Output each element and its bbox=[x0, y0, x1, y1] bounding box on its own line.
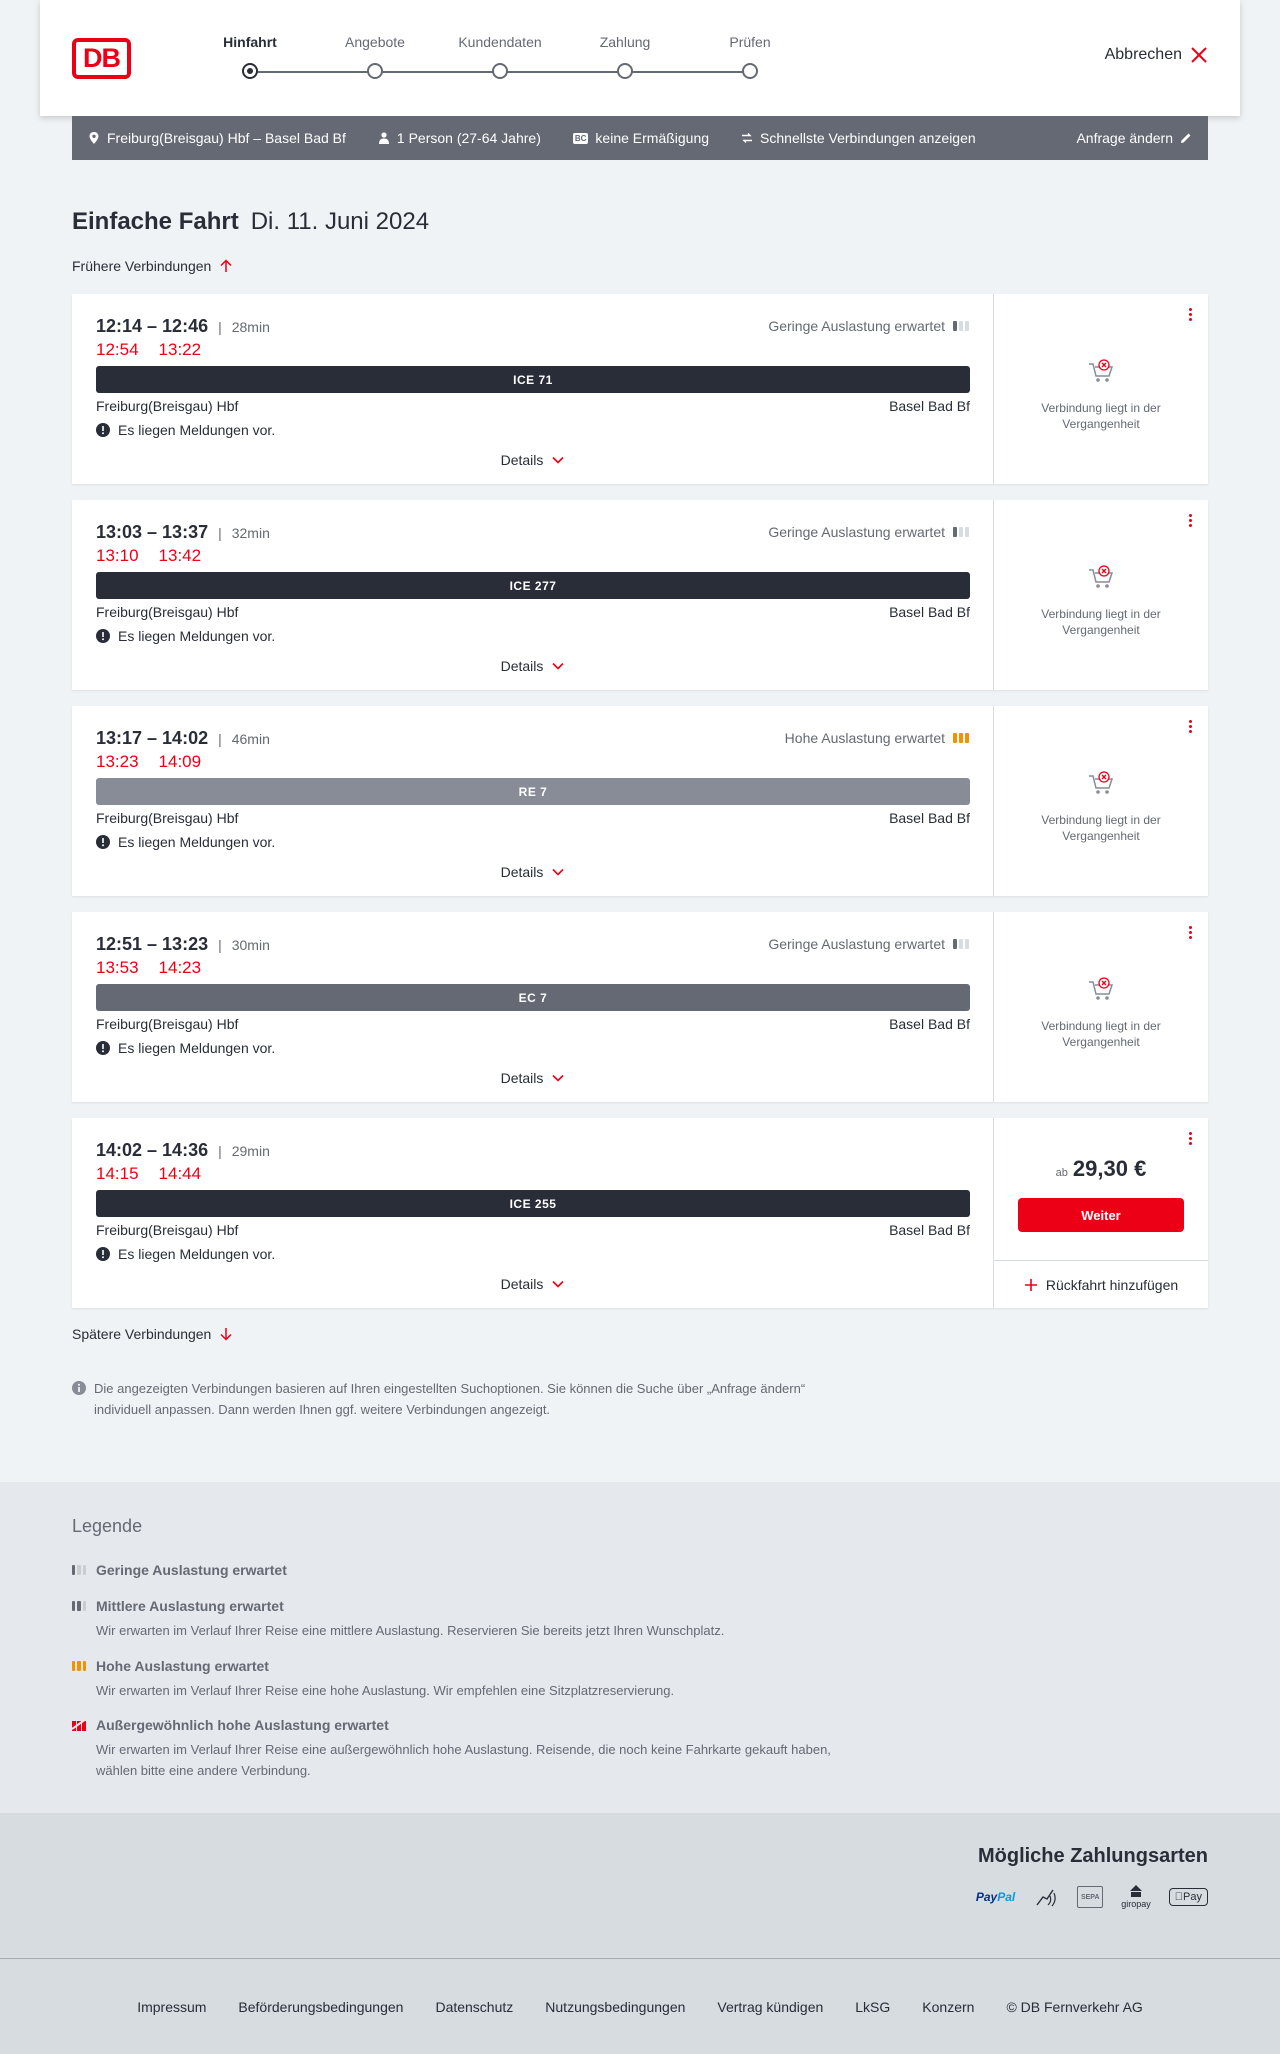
route-text: Freiburg(Breisgau) Hbf – Basel Bad Bf bbox=[107, 130, 346, 146]
stations bbox=[96, 604, 970, 620]
offer-area bbox=[994, 1118, 1208, 1308]
later-connections-label: Spätere Verbindungen bbox=[72, 1326, 212, 1342]
cart-unavailable-icon bbox=[1086, 356, 1116, 386]
duration: 28min bbox=[231, 318, 270, 335]
realtime-departure: 12:54 bbox=[96, 340, 139, 359]
connection-status: Verbindung liegt in der Vergangenheit bbox=[1041, 813, 1161, 843]
progress-steps bbox=[210, 34, 790, 84]
passenger-text: 1 Person (27-64 Jahre) bbox=[396, 130, 541, 146]
continue-button[interactable]: Weiter bbox=[1018, 1198, 1184, 1232]
realtime-departure: 13:53 bbox=[96, 958, 139, 977]
page-title bbox=[72, 208, 429, 236]
contactless-card-icon bbox=[1033, 1885, 1059, 1909]
more-options-icon[interactable] bbox=[1186, 926, 1194, 946]
train-segment-bar[interactable]: ICE 71 bbox=[96, 366, 970, 393]
realtime-arrival: 13:42 bbox=[158, 546, 202, 565]
add-return-trip-button[interactable] bbox=[994, 1260, 1208, 1308]
cancel-button[interactable] bbox=[1105, 46, 1208, 64]
route-summary bbox=[88, 130, 346, 146]
edit-request-button[interactable] bbox=[1076, 130, 1192, 146]
occupancy-medium-icon bbox=[72, 1601, 86, 1611]
details-toggle[interactable] bbox=[72, 1070, 994, 1086]
add-return-label: Rückfahrt hinzufügen bbox=[1045, 1276, 1179, 1293]
notice bbox=[96, 628, 275, 644]
plus-icon bbox=[1024, 1278, 1038, 1292]
occupancy-low-icon bbox=[72, 1565, 86, 1575]
legend-item-desc: Wir erwarten im Verlauf Ihrer Reise eine mittlere Auslastung. Reservieren Sie bereits jetzt Ihren Wunschplatz. bbox=[96, 1623, 725, 1638]
legend-item-desc: Wir erwarten im Verlauf Ihrer Reise eine hohe Auslastung. Wir empfehlen eine Sitzplatzreservierung. bbox=[96, 1683, 675, 1698]
legend-item-title: Hohe Auslastung erwartet bbox=[96, 1658, 269, 1674]
realtime-departure: 13:10 bbox=[96, 546, 139, 565]
offer-area bbox=[994, 500, 1208, 690]
payment-methods-section bbox=[0, 1813, 1280, 1958]
alert-icon bbox=[96, 423, 110, 437]
occupancy-icon bbox=[953, 939, 969, 949]
price-value: 29,30 € bbox=[1072, 1156, 1147, 1181]
more-options-icon[interactable] bbox=[1186, 308, 1194, 328]
alert-icon bbox=[96, 629, 110, 643]
arrival-station: Basel Bad Bf bbox=[889, 398, 970, 414]
legend-item-low bbox=[72, 1562, 872, 1578]
offer-area bbox=[994, 912, 1208, 1102]
occupancy-extreme-icon bbox=[72, 1719, 86, 1731]
occupancy-indicator bbox=[768, 318, 969, 334]
arrow-down-icon bbox=[219, 1327, 233, 1341]
chevron-down-icon bbox=[551, 1277, 565, 1291]
duration: 29min bbox=[231, 1142, 270, 1159]
realtime-times bbox=[96, 752, 201, 772]
stations bbox=[96, 1222, 970, 1238]
sepa-icon: SEPA bbox=[1077, 1886, 1103, 1908]
legend-item-high bbox=[72, 1658, 872, 1701]
realtime-departure: 13:23 bbox=[96, 752, 139, 771]
pencil-icon bbox=[1180, 132, 1192, 144]
connection-card bbox=[72, 500, 1208, 690]
departure-station: Freiburg(Breisgau) Hbf bbox=[96, 1222, 239, 1238]
arrival-station: Basel Bad Bf bbox=[889, 604, 970, 620]
train-segment-bar[interactable]: ICE 277 bbox=[96, 572, 970, 599]
realtime-times bbox=[96, 340, 201, 360]
step-zahlung bbox=[575, 34, 675, 54]
realtime-times bbox=[96, 958, 201, 978]
edit-request-label: Anfrage ändern bbox=[1076, 130, 1173, 146]
notice bbox=[96, 834, 275, 850]
occupancy-indicator bbox=[768, 524, 969, 540]
legend-item-medium bbox=[72, 1598, 872, 1641]
notice-text: Es liegen Meldungen vor. bbox=[118, 422, 276, 438]
chevron-down-icon bbox=[551, 865, 565, 879]
applepay-icon: Pay bbox=[1169, 1888, 1208, 1906]
connection-card bbox=[72, 294, 1208, 484]
details-label: Details bbox=[500, 452, 544, 468]
discount-summary bbox=[573, 130, 709, 146]
occupancy-icon bbox=[953, 733, 969, 743]
connection-times bbox=[96, 934, 270, 955]
separator: | bbox=[218, 318, 222, 335]
step-hinfahrt bbox=[200, 34, 300, 54]
close-icon bbox=[1190, 46, 1208, 64]
connection-status: Verbindung liegt in der Vergangenheit bbox=[1041, 401, 1161, 431]
arrival-station: Basel Bad Bf bbox=[889, 1016, 970, 1032]
payment-icons bbox=[976, 1885, 1208, 1909]
legend-section bbox=[0, 1482, 1280, 1813]
duration: 32min bbox=[231, 524, 270, 541]
realtime-times bbox=[96, 546, 201, 566]
payment-title: Mögliche Zahlungsarten bbox=[977, 1845, 1208, 1867]
separator: | bbox=[218, 936, 222, 953]
step-dot bbox=[492, 63, 508, 79]
separator: | bbox=[218, 1142, 222, 1159]
trip-type-title: Einfache Fahrt bbox=[72, 208, 239, 235]
notice-text: Es liegen Meldungen vor. bbox=[118, 834, 276, 850]
later-connections-link[interactable] bbox=[72, 1326, 233, 1342]
train-segment-bar[interactable]: RE 7 bbox=[96, 778, 970, 805]
occupancy-high-icon bbox=[72, 1661, 86, 1671]
step-label: Angebote bbox=[345, 34, 405, 50]
departure-station: Freiburg(Breisgau) Hbf bbox=[96, 398, 239, 414]
paypal-icon: Pay Pal bbox=[975, 1890, 1016, 1904]
person-icon bbox=[378, 132, 390, 144]
search-hint bbox=[72, 1378, 852, 1420]
connection-details-area bbox=[72, 294, 994, 484]
details-toggle[interactable] bbox=[72, 1276, 994, 1292]
realtime-times bbox=[96, 1164, 201, 1184]
realtime-departure: 14:15 bbox=[96, 1164, 139, 1183]
legend-item-title: Geringe Auslastung erwartet bbox=[96, 1562, 287, 1578]
occupancy-text: Hohe Auslastung erwartet bbox=[784, 730, 945, 746]
location-pin-icon bbox=[88, 132, 100, 144]
giropay-icon: giropay bbox=[1121, 1885, 1151, 1909]
step-pruefen bbox=[700, 34, 800, 54]
details-label: Details bbox=[500, 1070, 544, 1086]
legend-item-title: Mittlere Auslastung erwartet bbox=[96, 1598, 284, 1614]
step-label: Kundendaten bbox=[458, 34, 542, 50]
legend-title: Legende bbox=[72, 1516, 143, 1536]
realtime-arrival: 14:09 bbox=[158, 752, 202, 771]
passenger-summary bbox=[378, 130, 541, 146]
arrival-station: Basel Bad Bf bbox=[889, 1222, 970, 1238]
cart-unavailable-icon bbox=[1086, 768, 1116, 798]
connection-details-area bbox=[72, 500, 994, 690]
connection-details-area bbox=[72, 1118, 994, 1308]
chevron-down-icon bbox=[551, 1071, 565, 1085]
planned-times: 12:51 – 13:23 bbox=[96, 934, 209, 954]
train-segment-bar[interactable]: EC 7 bbox=[96, 984, 970, 1011]
earlier-connections-link[interactable] bbox=[72, 258, 233, 274]
more-options-icon[interactable] bbox=[1186, 1132, 1194, 1152]
cart-unavailable-icon bbox=[1086, 562, 1116, 592]
planned-times: 14:02 – 14:36 bbox=[96, 1140, 209, 1160]
more-options-icon[interactable] bbox=[1186, 514, 1194, 534]
price bbox=[994, 1156, 1208, 1182]
step-dot bbox=[367, 63, 383, 79]
offer-area bbox=[994, 706, 1208, 896]
planned-times: 13:03 – 13:37 bbox=[96, 522, 209, 542]
step-kundendaten bbox=[450, 34, 550, 54]
details-toggle[interactable] bbox=[72, 658, 994, 674]
db-logo[interactable]: DB bbox=[72, 38, 131, 79]
connection-times bbox=[96, 728, 270, 749]
footer-link-befoerderungsbedingungen[interactable]: Beförderungsbedingungen bbox=[238, 1998, 404, 2015]
duration: 30min bbox=[231, 936, 270, 953]
chevron-down-icon bbox=[551, 453, 565, 467]
more-options-icon[interactable] bbox=[1186, 720, 1194, 740]
cart-unavailable-icon bbox=[1086, 974, 1116, 1004]
notice bbox=[96, 422, 275, 438]
connection-details-area bbox=[72, 706, 994, 896]
connection-card bbox=[72, 706, 1208, 896]
departure-station: Freiburg(Breisgau) Hbf bbox=[96, 1016, 239, 1032]
planned-times: 13:17 – 14:02 bbox=[96, 728, 209, 748]
connection-status: Verbindung liegt in der Vergangenheit bbox=[1041, 607, 1161, 637]
occupancy-text: Geringe Auslastung erwartet bbox=[768, 524, 945, 540]
details-label: Details bbox=[500, 864, 544, 880]
footer-link-datenschutz[interactable]: Datenschutz bbox=[435, 1998, 514, 2015]
separator: | bbox=[218, 524, 222, 541]
step-label: Zahlung bbox=[599, 34, 651, 50]
alert-icon bbox=[96, 835, 110, 849]
connection-status: Verbindung liegt in der Vergangenheit bbox=[1041, 1019, 1161, 1049]
connection-times bbox=[96, 316, 270, 337]
separator: | bbox=[218, 730, 222, 747]
fastest-option[interactable] bbox=[741, 130, 976, 146]
train-segment-bar[interactable]: ICE 255 bbox=[96, 1190, 970, 1217]
step-label: Prüfen bbox=[729, 34, 771, 50]
details-toggle[interactable] bbox=[72, 452, 994, 468]
footer-link-lksg[interactable]: LkSG bbox=[855, 1998, 891, 2015]
notice-text: Es liegen Meldungen vor. bbox=[118, 628, 276, 644]
planned-times: 12:14 – 12:46 bbox=[96, 316, 209, 336]
discount-text: keine Ermäßigung bbox=[595, 130, 710, 146]
footer-link-konzern[interactable]: Konzern bbox=[922, 1998, 975, 2015]
stations bbox=[96, 1016, 970, 1032]
connection-card bbox=[72, 912, 1208, 1102]
chevron-down-icon bbox=[551, 659, 565, 673]
stations bbox=[96, 398, 970, 414]
trip-date: Di. 11. Juni 2024 bbox=[250, 208, 430, 235]
realtime-arrival: 13:22 bbox=[158, 340, 202, 359]
step-dot bbox=[617, 63, 633, 79]
stations bbox=[96, 810, 970, 826]
departure-station: Freiburg(Breisgau) Hbf bbox=[96, 810, 239, 826]
connection-times bbox=[96, 1140, 270, 1161]
alert-icon bbox=[96, 1041, 110, 1055]
notice bbox=[96, 1040, 275, 1056]
offer-area bbox=[994, 294, 1208, 484]
connection-times bbox=[96, 522, 270, 543]
occupancy-text: Geringe Auslastung erwartet bbox=[768, 936, 945, 952]
hint-text: Die angezeigten Verbindungen basieren auf Ihren eingestellten Suchoptionen. Sie können die Suche über „Anfrage ändern“ individuell anpassen. Dann werden Ihnen ggf. weitere Verbindungen angezeigt. bbox=[94, 1381, 806, 1417]
legend-item-desc: Wir erwarten im Verlauf Ihrer Reise eine außergewöhnlich hohe Auslastung. Reisende, die noch keine Fahrkarte gekauft haben, wählen bitte eine andere Verbindung. bbox=[96, 1742, 831, 1778]
connection-details-area bbox=[72, 912, 994, 1102]
footer-link-nutzungsbedingungen[interactable]: Nutzungsbedingungen bbox=[545, 1998, 686, 2015]
connection-card bbox=[72, 1118, 1208, 1308]
swap-arrows-icon bbox=[741, 132, 753, 144]
duration: 46min bbox=[231, 730, 270, 747]
info-icon bbox=[72, 1381, 86, 1395]
realtime-arrival: 14:23 bbox=[158, 958, 202, 977]
earlier-connections-label: Frühere Verbindungen bbox=[72, 258, 212, 274]
notice-text: Es liegen Meldungen vor. bbox=[118, 1040, 276, 1056]
step-label: Hinfahrt bbox=[223, 34, 277, 50]
occupancy-icon bbox=[953, 321, 969, 331]
footer-link-impressum[interactable]: Impressum bbox=[137, 1998, 207, 2015]
legend-item-extreme bbox=[72, 1717, 872, 1781]
details-toggle[interactable] bbox=[72, 864, 994, 880]
realtime-arrival: 14:44 bbox=[158, 1164, 202, 1183]
header bbox=[40, 0, 1240, 116]
notice bbox=[96, 1246, 275, 1262]
fastest-text: Schnellste Verbindungen anzeigen bbox=[760, 130, 976, 146]
footer bbox=[0, 1958, 1280, 2054]
copyright: © DB Fernverkehr AG bbox=[1006, 1998, 1143, 2015]
details-label: Details bbox=[500, 1276, 544, 1292]
occupancy-indicator bbox=[785, 730, 969, 746]
step-dot bbox=[742, 63, 758, 79]
departure-station: Freiburg(Breisgau) Hbf bbox=[96, 604, 239, 620]
occupancy-icon bbox=[953, 527, 969, 537]
arrival-station: Basel Bad Bf bbox=[889, 810, 970, 826]
step-angebote bbox=[325, 34, 425, 54]
details-label: Details bbox=[500, 658, 544, 674]
cancel-label: Abbrechen bbox=[1104, 46, 1182, 63]
legend-item-title: Außergewöhnlich hohe Auslastung erwartet bbox=[96, 1717, 389, 1733]
occupancy-indicator bbox=[768, 936, 969, 952]
step-dot-active bbox=[242, 63, 258, 79]
arrow-up-icon bbox=[219, 259, 233, 273]
alert-icon bbox=[96, 1247, 110, 1261]
price-prefix: ab bbox=[1055, 1167, 1068, 1179]
notice-text: Es liegen Meldungen vor. bbox=[118, 1246, 276, 1262]
footer-link-vertrag-kuendigen[interactable]: Vertrag kündigen bbox=[717, 1998, 824, 2015]
occupancy-text: Geringe Auslastung erwartet bbox=[768, 318, 945, 334]
bahncard-icon: BC bbox=[574, 133, 587, 143]
search-summary-bar bbox=[72, 116, 1208, 160]
